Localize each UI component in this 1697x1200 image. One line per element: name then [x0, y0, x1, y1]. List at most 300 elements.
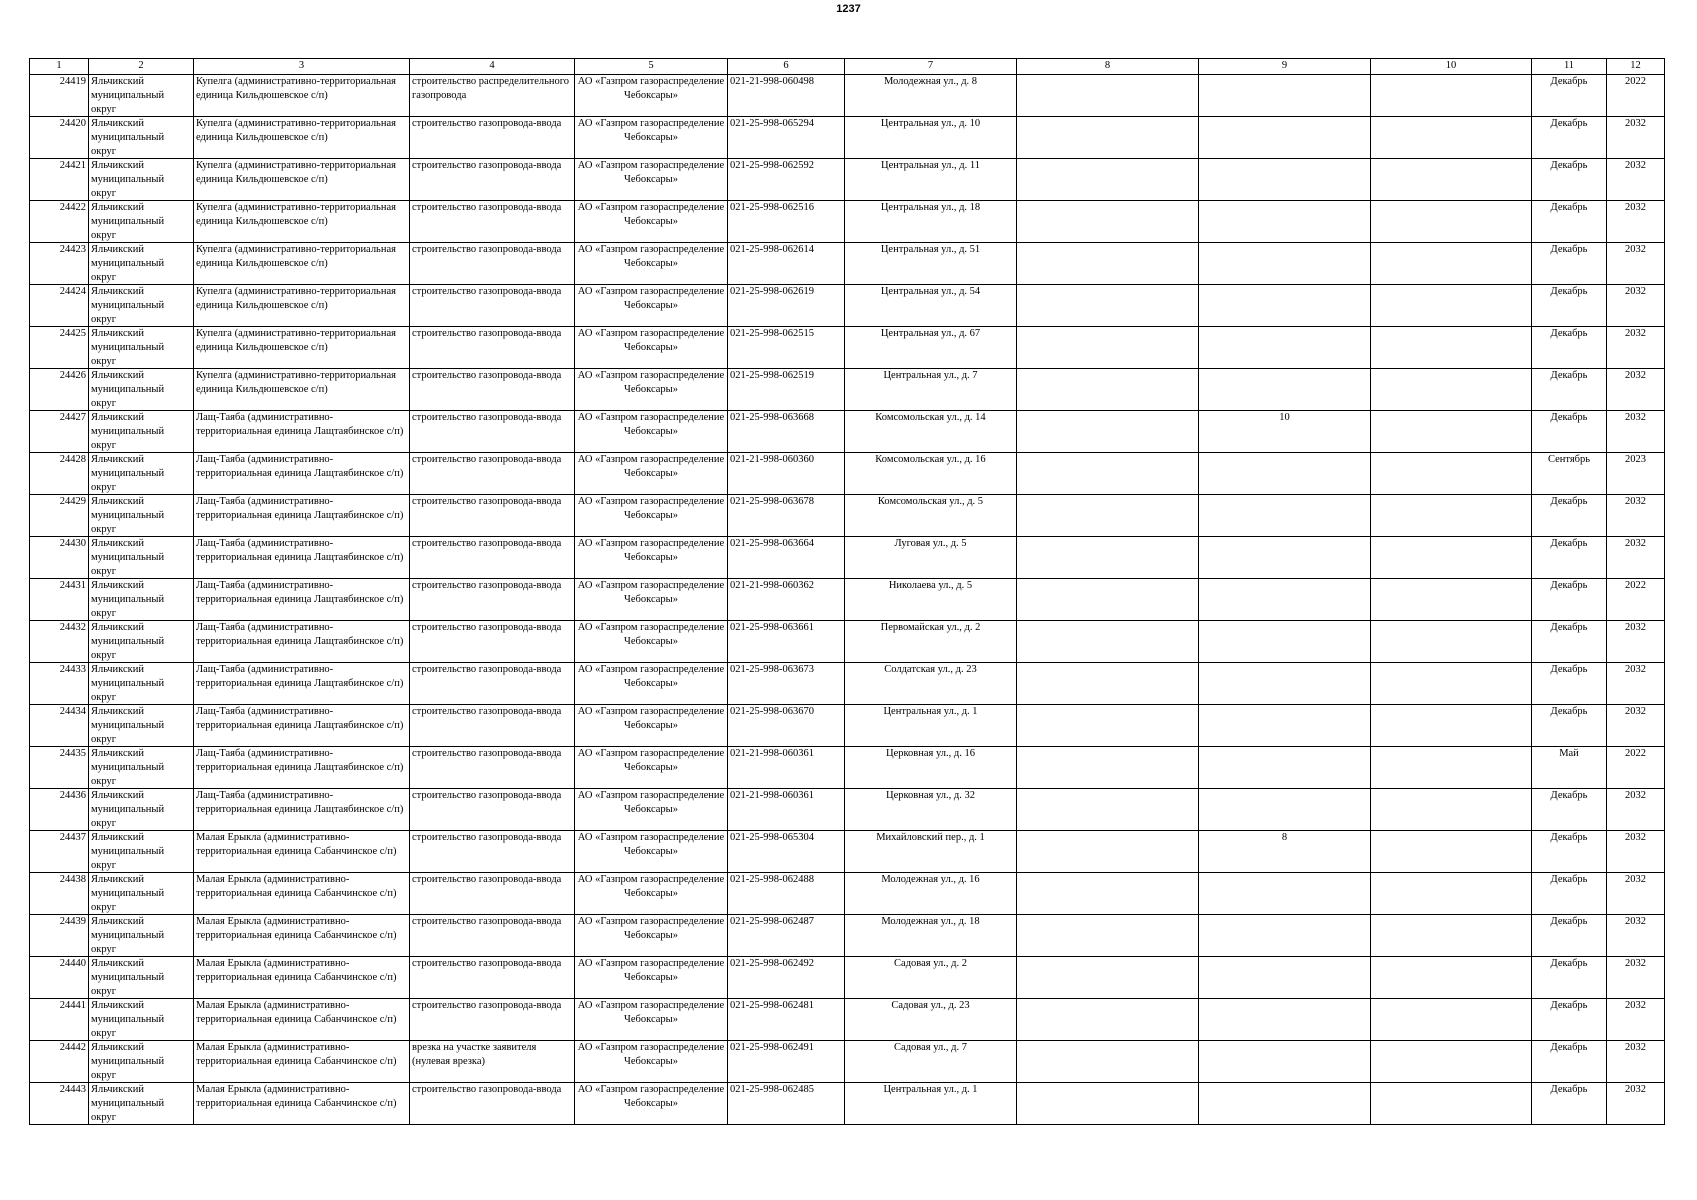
cell-work-type — [410, 1083, 575, 1125]
cell-month — [1532, 537, 1607, 579]
organization-text: АО «Газпром газораспределение Чебоксары» — [577, 202, 725, 227]
col-9-text — [1201, 1041, 1368, 1082]
cell-contract-number — [728, 75, 845, 117]
work-type-text: строительство газопровода-ввода — [412, 160, 562, 171]
year-text: 2032 — [1625, 286, 1646, 297]
municipality-text: Яльчикский муниципальный округ — [91, 1084, 165, 1123]
month-text: Декабрь — [1550, 118, 1588, 129]
settlement-text: Малая Ерыкла (административно-территориальная единица Сабанчинское с/п) — [196, 832, 397, 857]
row-number-text: 24443 — [59, 1084, 86, 1095]
cell-address — [845, 453, 1017, 495]
cell-organization — [575, 747, 728, 789]
organization-text: АО «Газпром газораспределение Чебоксары» — [577, 538, 725, 563]
cell-row-number — [30, 747, 89, 789]
cell-work-type — [410, 663, 575, 705]
settlement-text: Лащ-Таяба (административно-территориальная единица Лащтаябинское с/п) — [196, 664, 404, 689]
cell-row-number — [30, 663, 89, 705]
cell-row-number — [30, 537, 89, 579]
cell-contract-number — [728, 159, 845, 201]
work-type-text: строительство газопровода-ввода — [412, 538, 562, 549]
cell-contract-number — [728, 747, 845, 789]
cell-month — [1532, 663, 1607, 705]
col-9-text — [1201, 747, 1368, 788]
col-9-text — [1201, 1083, 1368, 1124]
municipality-text: Яльчикский муниципальный округ — [91, 244, 165, 283]
cell-work-type — [410, 411, 575, 453]
year-text: 2032 — [1625, 958, 1646, 969]
month-text: Декабрь — [1550, 916, 1588, 927]
contract-number-text: 021-21-998-060362 — [730, 580, 814, 591]
cell-contract-number — [728, 453, 845, 495]
cell-col-8 — [1017, 663, 1199, 705]
col-9-text — [1201, 579, 1368, 620]
cell-municipality — [89, 243, 194, 285]
cell-settlement — [194, 957, 410, 999]
col-9-text — [1201, 705, 1368, 746]
cell-col-10 — [1371, 495, 1532, 537]
col-8-text — [1019, 159, 1196, 200]
cell-year — [1607, 453, 1665, 495]
year-text: 2032 — [1625, 160, 1646, 171]
cell-col-8 — [1017, 579, 1199, 621]
col-8-text — [1019, 537, 1196, 578]
work-type-text: строительство газопровода-ввода — [412, 244, 562, 255]
municipality-text: Яльчикский муниципальный округ — [91, 916, 165, 955]
col-10-text — [1373, 285, 1529, 326]
cell-year — [1607, 705, 1665, 747]
cell-row-number — [30, 117, 89, 159]
cell-row-number — [30, 327, 89, 369]
settlement-text: Купелга (административно-территориальная единица Кильдюшевское с/п) — [196, 160, 396, 185]
cell-row-number — [30, 1083, 89, 1125]
cell-settlement — [194, 537, 410, 579]
row-number-text: 24441 — [59, 1000, 86, 1011]
contract-number-text: 021-25-998-062519 — [730, 370, 814, 381]
municipality-text: Яльчикский муниципальный округ — [91, 412, 165, 451]
work-type-text: строительство газопровода-ввода — [412, 412, 562, 423]
cell-row-number — [30, 621, 89, 663]
settlement-text: Лащ-Таяба (административно-территориальная единица Лащтаябинское с/п) — [196, 580, 404, 605]
cell-address — [845, 1041, 1017, 1083]
settlement-text: Малая Ерыкла (административно-территориальная единица Сабанчинское с/п) — [196, 916, 397, 941]
cell-settlement — [194, 831, 410, 873]
cell-col-8 — [1017, 747, 1199, 789]
cell-settlement — [194, 621, 410, 663]
row-number-text: 24428 — [59, 454, 86, 465]
cell-contract-number — [728, 915, 845, 957]
cell-settlement — [194, 117, 410, 159]
cell-organization — [575, 579, 728, 621]
cell-address — [845, 873, 1017, 915]
cell-col-8 — [1017, 369, 1199, 411]
cell-col-9 — [1199, 1041, 1371, 1083]
organization-text: АО «Газпром газораспределение Чебоксары» — [577, 118, 725, 143]
cell-municipality — [89, 1041, 194, 1083]
cell-col-9 — [1199, 495, 1371, 537]
col-10-text — [1373, 831, 1529, 872]
work-type-text: строительство газопровода-ввода — [412, 1084, 562, 1095]
cell-col-8 — [1017, 117, 1199, 159]
col-10-text — [1373, 243, 1529, 284]
col-9-text — [1201, 663, 1368, 704]
settlement-text: Лащ-Таяба (административно-территориальная единица Лащтаябинское с/п) — [196, 790, 404, 815]
col-10-text — [1373, 369, 1529, 410]
contract-number-text: 021-25-998-062515 — [730, 328, 814, 339]
cell-address — [845, 915, 1017, 957]
municipality-text: Яльчикский муниципальный округ — [91, 202, 165, 241]
cell-work-type — [410, 621, 575, 663]
col-10-text — [1373, 201, 1529, 242]
cell-col-8 — [1017, 1041, 1199, 1083]
address-text: Центральная ул., д. 10 — [880, 118, 981, 129]
work-type-text: строительство газопровода-ввода — [412, 286, 562, 297]
cell-organization — [575, 117, 728, 159]
column-header-11: 11 — [1532, 59, 1607, 75]
cell-municipality — [89, 159, 194, 201]
cell-address — [845, 789, 1017, 831]
cell-contract-number — [728, 621, 845, 663]
cell-month — [1532, 411, 1607, 453]
col-8-text — [1019, 663, 1196, 704]
municipality-text: Яльчикский муниципальный округ — [91, 538, 165, 577]
organization-text: АО «Газпром газораспределение Чебоксары» — [577, 832, 725, 857]
cell-month — [1532, 705, 1607, 747]
col-10-text — [1373, 621, 1529, 662]
cell-work-type — [410, 369, 575, 411]
cell-col-9 — [1199, 915, 1371, 957]
organization-text: АО «Газпром газораспределение Чебоксары» — [577, 790, 725, 815]
cell-col-8 — [1017, 75, 1199, 117]
organization-text: АО «Газпром газораспределение Чебоксары» — [577, 412, 725, 437]
cell-row-number — [30, 579, 89, 621]
row-number-text: 24436 — [59, 790, 86, 801]
row-number-text: 24434 — [59, 706, 86, 717]
cell-col-9 — [1199, 621, 1371, 663]
table-row — [30, 999, 1665, 1041]
cell-municipality — [89, 411, 194, 453]
row-number-text: 24432 — [59, 622, 86, 633]
cell-col-8 — [1017, 453, 1199, 495]
cell-address — [845, 327, 1017, 369]
cell-row-number — [30, 495, 89, 537]
work-type-text: строительство газопровода-ввода — [412, 790, 562, 801]
cell-work-type — [410, 831, 575, 873]
settlement-text: Лащ-Таяба (административно-территориальная единица Лащтаябинское с/п) — [196, 748, 404, 773]
col-10-text — [1373, 411, 1529, 452]
cell-work-type — [410, 537, 575, 579]
cell-municipality — [89, 663, 194, 705]
address-text: Центральная ул., д. 67 — [880, 328, 981, 339]
cell-row-number — [30, 201, 89, 243]
year-text: 2032 — [1625, 496, 1646, 507]
settlement-text: Купелга (административно-территориальная единица Кильдюшевское с/п) — [196, 202, 396, 227]
address-text: Молодежная ул., д. 18 — [881, 916, 980, 927]
cell-month — [1532, 579, 1607, 621]
table-row — [30, 1041, 1665, 1083]
table-row — [30, 285, 1665, 327]
work-type-text: строительство газопровода-ввода — [412, 118, 562, 129]
cell-year — [1607, 789, 1665, 831]
month-text: Декабрь — [1550, 244, 1588, 255]
cell-work-type — [410, 285, 575, 327]
organization-text: АО «Газпром газораспределение Чебоксары» — [577, 454, 725, 479]
cell-year — [1607, 747, 1665, 789]
cell-municipality — [89, 117, 194, 159]
organization-text: АО «Газпром газораспределение Чебоксары» — [577, 328, 725, 353]
month-text: Декабрь — [1550, 874, 1588, 885]
col-8-text — [1019, 579, 1196, 620]
cell-year — [1607, 579, 1665, 621]
table-row — [30, 957, 1665, 999]
col-10-text — [1373, 915, 1529, 956]
month-text: Декабрь — [1550, 1042, 1588, 1053]
cell-work-type — [410, 747, 575, 789]
cell-col-10 — [1371, 999, 1532, 1041]
cell-settlement — [194, 285, 410, 327]
address-text: Центральная ул., д. 11 — [881, 160, 980, 171]
work-type-text: строительство газопровода-ввода — [412, 958, 562, 969]
cell-organization — [575, 999, 728, 1041]
cell-month — [1532, 789, 1607, 831]
cell-work-type — [410, 705, 575, 747]
cell-col-8 — [1017, 789, 1199, 831]
municipality-text: Яльчикский муниципальный округ — [91, 1042, 165, 1081]
contract-number-text: 021-25-998-062492 — [730, 958, 814, 969]
month-text: Декабрь — [1550, 790, 1588, 801]
cell-month — [1532, 117, 1607, 159]
cell-contract-number — [728, 243, 845, 285]
cell-settlement — [194, 999, 410, 1041]
cell-col-10 — [1371, 1083, 1532, 1125]
year-text: 2032 — [1625, 118, 1646, 129]
cell-settlement — [194, 495, 410, 537]
settlement-text: Лащ-Таяба (административно-территориальная единица Лащтаябинское с/п) — [196, 496, 404, 521]
cell-year — [1607, 663, 1665, 705]
cell-row-number — [30, 999, 89, 1041]
cell-col-9 — [1199, 663, 1371, 705]
cell-month — [1532, 495, 1607, 537]
cell-address — [845, 243, 1017, 285]
cell-settlement — [194, 327, 410, 369]
row-number-text: 24421 — [59, 160, 86, 171]
cell-contract-number — [728, 327, 845, 369]
cell-col-10 — [1371, 117, 1532, 159]
cell-month — [1532, 747, 1607, 789]
cell-work-type — [410, 327, 575, 369]
year-text: 2022 — [1625, 748, 1646, 759]
work-type-text: строительство газопровода-ввода — [412, 370, 562, 381]
settlement-text: Купелга (административно-территориальная единица Кильдюшевское с/п) — [196, 328, 396, 353]
address-text: Луговая ул., д. 5 — [894, 538, 967, 549]
cell-organization — [575, 789, 728, 831]
address-text: Молодежная ул., д. 16 — [881, 874, 980, 885]
col-9-text — [1201, 789, 1368, 830]
col-10-text — [1373, 537, 1529, 578]
work-type-text: строительство газопровода-ввода — [412, 202, 562, 213]
address-text: Центральная ул., д. 51 — [880, 244, 981, 255]
cell-col-9 — [1199, 159, 1371, 201]
cell-contract-number — [728, 369, 845, 411]
cell-organization — [575, 705, 728, 747]
cell-col-9 — [1199, 789, 1371, 831]
gas-connection-registry-table — [29, 58, 1665, 1125]
address-text: Николаева ул., д. 5 — [888, 580, 973, 591]
col-8-text — [1019, 621, 1196, 662]
cell-year — [1607, 495, 1665, 537]
year-text: 2032 — [1625, 1042, 1646, 1053]
work-type-text: строительство газопровода-ввода — [412, 916, 562, 927]
cell-work-type — [410, 117, 575, 159]
table-row — [30, 663, 1665, 705]
column-header-2: 2 — [89, 59, 194, 75]
col-8-text — [1019, 1083, 1196, 1124]
address-text: Церковная ул., д. 32 — [886, 790, 975, 801]
month-text: Декабрь — [1550, 160, 1588, 171]
col-9-text — [1201, 999, 1368, 1040]
cell-work-type — [410, 201, 575, 243]
cell-organization — [575, 243, 728, 285]
cell-year — [1607, 201, 1665, 243]
row-number-text: 24423 — [59, 244, 86, 255]
cell-address — [845, 621, 1017, 663]
row-number-text: 24429 — [59, 496, 86, 507]
cell-col-9 — [1199, 957, 1371, 999]
cell-settlement — [194, 1041, 410, 1083]
col-10-text — [1373, 747, 1529, 788]
address-text: Центральная ул., д. 18 — [880, 202, 981, 213]
cell-settlement — [194, 915, 410, 957]
col-8-text — [1019, 411, 1196, 452]
work-type-text: строительство газопровода-ввода — [412, 874, 562, 885]
year-text: 2032 — [1625, 832, 1646, 843]
cell-address — [845, 117, 1017, 159]
table-row — [30, 243, 1665, 285]
contract-number-text: 021-25-998-062488 — [730, 874, 814, 885]
col-9-text — [1201, 201, 1368, 242]
cell-municipality — [89, 705, 194, 747]
organization-text: АО «Газпром газораспределение Чебоксары» — [577, 286, 725, 311]
cell-col-10 — [1371, 705, 1532, 747]
work-type-text: строительство газопровода-ввода — [412, 748, 562, 759]
col-10-text — [1373, 453, 1529, 494]
cell-contract-number — [728, 873, 845, 915]
row-number-text: 24440 — [59, 958, 86, 969]
year-text: 2032 — [1625, 370, 1646, 381]
organization-text: АО «Газпром газораспределение Чебоксары» — [577, 916, 725, 941]
cell-work-type — [410, 579, 575, 621]
cell-month — [1532, 915, 1607, 957]
cell-settlement — [194, 873, 410, 915]
organization-text: АО «Газпром газораспределение Чебоксары» — [577, 496, 725, 521]
year-text: 2032 — [1625, 622, 1646, 633]
cell-settlement — [194, 453, 410, 495]
settlement-text: Купелга (административно-территориальная единица Кильдюшевское с/п) — [196, 286, 396, 311]
cell-col-9 — [1199, 75, 1371, 117]
col-10-text — [1373, 789, 1529, 830]
table-row — [30, 75, 1665, 117]
cell-year — [1607, 873, 1665, 915]
month-text: Сентябрь — [1547, 454, 1591, 465]
col-10-text — [1373, 999, 1529, 1040]
organization-text: АО «Газпром газораспределение Чебоксары» — [577, 76, 725, 101]
organization-text: АО «Газпром газораспределение Чебоксары» — [577, 160, 725, 185]
cell-address — [845, 285, 1017, 327]
row-number-text: 24425 — [59, 328, 86, 339]
cell-col-10 — [1371, 579, 1532, 621]
col-8-text — [1019, 495, 1196, 536]
cell-work-type — [410, 915, 575, 957]
year-text: 2032 — [1625, 538, 1646, 549]
cell-municipality — [89, 915, 194, 957]
cell-organization — [575, 495, 728, 537]
col-10-text — [1373, 117, 1529, 158]
settlement-text: Малая Ерыкла (административно-территориальная единица Сабанчинское с/п) — [196, 874, 397, 899]
work-type-text: строительство газопровода-ввода — [412, 580, 562, 591]
work-type-text: строительство газопровода-ввода — [412, 328, 562, 339]
contract-number-text: 021-25-998-063668 — [730, 412, 814, 423]
cell-month — [1532, 75, 1607, 117]
month-text: Декабрь — [1550, 664, 1588, 675]
cell-work-type — [410, 873, 575, 915]
col-9-text — [1201, 327, 1368, 368]
cell-work-type — [410, 243, 575, 285]
row-number-text: 24442 — [59, 1042, 86, 1053]
cell-address — [845, 957, 1017, 999]
column-header-3: 3 — [194, 59, 410, 75]
work-type-text: строительство газопровода-ввода — [412, 1000, 562, 1011]
cell-month — [1532, 1083, 1607, 1125]
cell-settlement — [194, 747, 410, 789]
col-8-text — [1019, 705, 1196, 746]
cell-col-9 — [1199, 873, 1371, 915]
cell-col-8 — [1017, 327, 1199, 369]
cell-organization — [575, 663, 728, 705]
work-type-text: строительство газопровода-ввода — [412, 832, 562, 843]
cell-col-10 — [1371, 369, 1532, 411]
cell-address — [845, 1083, 1017, 1125]
cell-year — [1607, 1083, 1665, 1125]
cell-settlement — [194, 579, 410, 621]
table-row — [30, 495, 1665, 537]
col-10-text — [1373, 1083, 1529, 1124]
cell-col-10 — [1371, 873, 1532, 915]
cell-col-10 — [1371, 957, 1532, 999]
contract-number-text: 021-25-998-062516 — [730, 202, 814, 213]
table-row — [30, 327, 1665, 369]
year-text: 2032 — [1625, 244, 1646, 255]
cell-month — [1532, 1041, 1607, 1083]
table-row — [30, 159, 1665, 201]
cell-settlement — [194, 75, 410, 117]
month-text: Декабрь — [1550, 286, 1588, 297]
cell-contract-number — [728, 999, 845, 1041]
col-9-text — [1201, 957, 1368, 998]
settlement-text: Купелга (административно-территориальная единица Кильдюшевское с/п) — [196, 118, 396, 143]
table-row — [30, 873, 1665, 915]
month-text: Декабрь — [1550, 1084, 1588, 1095]
settlement-text: Лащ-Таяба (административно-территориальная единица Лащтаябинское с/п) — [196, 538, 404, 563]
organization-text: АО «Газпром газораспределение Чебоксары» — [577, 748, 725, 773]
cell-address — [845, 537, 1017, 579]
cell-row-number — [30, 285, 89, 327]
col-8-text — [1019, 201, 1196, 242]
contract-number-text: 021-25-998-062481 — [730, 1000, 814, 1011]
col-10-text — [1373, 159, 1529, 200]
cell-work-type — [410, 495, 575, 537]
cell-contract-number — [728, 957, 845, 999]
cell-municipality — [89, 579, 194, 621]
municipality-text: Яльчикский муниципальный округ — [91, 454, 165, 493]
